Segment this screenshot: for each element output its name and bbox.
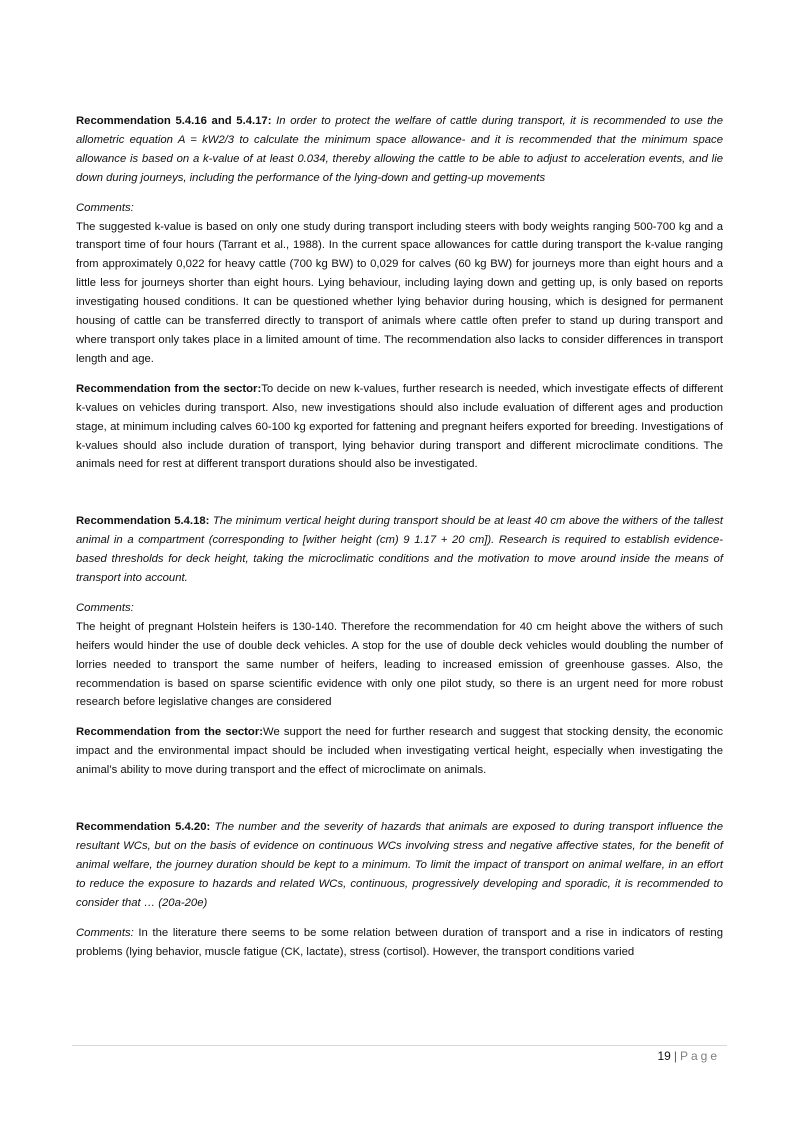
- page-label: Page: [679, 1049, 720, 1063]
- sector-recommendation: [76, 723, 723, 780]
- recommendation-5-4-16-17: [76, 112, 723, 188]
- recommendation-5-4-18: [76, 512, 723, 588]
- comments-text: In the literature there seems to be some relation between duration of transport and a rise in indicators of resting problems (lying behavior, muscle fatigue (CK, lactate), stress (cortisol). However, the transport conditions varied: [76, 926, 723, 958]
- recommendation-text: The minimum vertical height during transport should be at least 40 cm above the withers of the tallest animal in a compartment (corresponding to [wither height (cm) 9 1.17 + 20 cm]). Research is required to establish evidence-based thresholds for deck height, taking the microclimatic conditions and the motivation to move around inside the means of transport into account.: [76, 515, 723, 585]
- comments-label: Comments:: [76, 601, 134, 614]
- sector-label: Recommendation from the sector:: [76, 382, 262, 395]
- recommendation-text: The number and the severity of hazards that animals are exposed to during transport influence the resultant WCs, but on the basis of evidence on continuous WCs involving stress and negative affective states, for the benefit of animal welfare, the journey duration should be kept to a minimum. To limit the impact of transport on animal welfare, in an effort to reduce the exposure to hazards and related WCs, continuous, progressively developing and sporadic, it is recommended to consider that … (20a-20e): [76, 821, 723, 909]
- comments-paragraph: [76, 924, 723, 962]
- recommendation-label: Recommendation 5.4.16 and 5.4.17:: [76, 115, 272, 127]
- recommendation-label: Recommendation 5.4.20:: [76, 821, 211, 834]
- document-body: [76, 112, 723, 961]
- recommendation-text: In order to protect the welfare of cattle during transport, it is recommended to use the allometric equation A = kW2/3 to calculate the minimum space allowance- and it is recommended that the minimum space allowance is based on a k-value of at least 0.034, thereby allowing the cattle to be able to adjust to acceleration events, and lie down during journeys, including the performance of the lying-down and getting-up movements: [76, 115, 723, 184]
- page-number: 19: [657, 1049, 671, 1063]
- sector-label: Recommendation from the sector:: [76, 726, 263, 739]
- comments-label: Comments:: [76, 201, 134, 214]
- sector-recommendation: [76, 380, 723, 475]
- comments-text: The suggested k-value is based on only one study during transport including steers with body weights ranging 500-700 kg and a transport time of four hours (Tarrant et al., 1988). In the current space allowances for cattle during transport the k-value ranging from approximately 0,022 for heavy cattle (700 kg BW) to 0,029 for calves (60 kg BW) for journeys more than eight hours and a little less for journeys shorter than eight hours. Lying behaviour, including laying down and getting up, is only based on reports investigating housed conditions. It can be questioned whether lying behavior during housing, which is designed for permanent housing of cattle can be transferred directly to transport of animals where cattle often prefer to stand up during transport and where transport only takes place in a limited amount of time. The recommendation also lacks to consider differences in transport length and age.: [76, 220, 723, 365]
- recommendation-label: Recommendation 5.4.18:: [76, 515, 210, 528]
- page-footer: [657, 1048, 720, 1064]
- recommendation-5-4-20: [76, 818, 723, 913]
- footer-separator: |: [673, 1049, 677, 1063]
- comments-text: The height of pregnant Holstein heifers is 130-140. Therefore the recommendation for 40 cm height above the withers of such heifers would hinder the use of double deck vehicles. A stop for the use of double deck vehicles would doubling the number of lorries needed to transport the same number of heifers, leading to increased emission of greenhouse gasses. Also, the recommendation is based on sparse scientific evidence with only one pilot study, so there is an urgent need for more robust research before legislative changes are considered: [76, 620, 723, 709]
- comments-label: Comments:: [76, 926, 134, 939]
- sector-text: We support the need for further research and suggest that stocking density, the economic impact and the environmental impact should be included when investigating vertical height, especially when investigating the animal’s ability to move during transport and the effect of microclimate on animals.: [76, 726, 723, 777]
- footer-divider: [72, 1045, 727, 1046]
- sector-text: To decide on new k-values, further research is needed, which investigate effects of different k-values on vehicles during transport. Also, new investigations should also include evaluation of different ages and production stage, at minimum including calves 60-100 kg exported for fattening and pregnant heifers exported for breeding. Investigations of k-values should also include duration of transport, lying behavior during transport and different microclimate conditions. The animals need for rest at different transport durations should also be investigated.: [76, 382, 723, 471]
